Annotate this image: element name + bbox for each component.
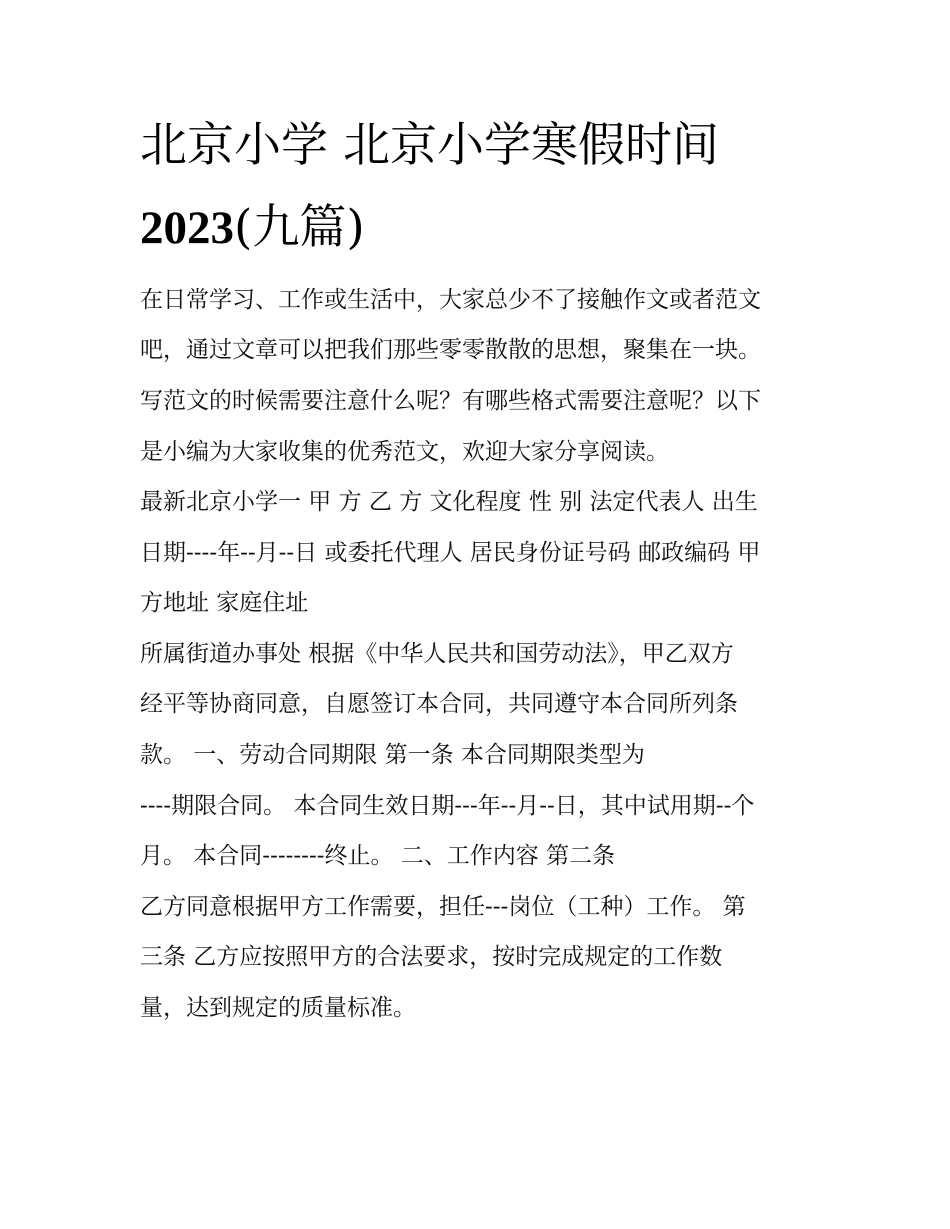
document-title-line-2 bbox=[140, 200, 840, 255]
body-line: 写范文的时候需要注意什么呢？有哪些格式需要注意呢？以下 bbox=[140, 388, 761, 414]
body-line: 方地址 家庭住址 bbox=[140, 590, 309, 616]
body-line: 款。 一、劳动合同期限 第一条 本合同期限类型为 bbox=[140, 742, 645, 768]
body-line: 所属街道办事处 根据《中华人民共和国劳动法》，甲乙双方 bbox=[140, 641, 734, 667]
body-line: 最新北京小学一 甲 方 乙 方 文化程度 性 别 法定代表人 出生 bbox=[140, 489, 758, 515]
body-line: 乙方同意根据甲方工作需要，担任---岗位（工种）工作。 第 bbox=[140, 894, 746, 920]
body-line: 经平等协商同意，自愿签订本合同，共同遵守本合同所列条 bbox=[140, 691, 738, 717]
title-year: 2023 bbox=[140, 202, 234, 254]
body-line: 月。 本合同--------终止。 二、工作内容 第二条 bbox=[140, 843, 616, 869]
body-line: 吧，通过文章可以把我们那些零零散散的思想，聚集在一块。 bbox=[140, 337, 761, 363]
body-line: 日期----年--月--日 或委托代理人 居民身份证号码 邮政编码 甲 bbox=[140, 540, 761, 566]
body-line: ----期限合同。 本合同生效日期---年--月--日，其中试用期--个 bbox=[140, 793, 755, 819]
document-title-line-1: 北京小学 北京小学寒假时间 bbox=[140, 118, 719, 173]
title-suffix: (九篇) bbox=[234, 200, 365, 255]
body-line: 量，达到规定的质量标准。 bbox=[140, 995, 416, 1021]
body-line: 三条 乙方应按照甲方的合法要求，按时完成规定的工作数 bbox=[140, 944, 723, 970]
body-line: 在日常学习、工作或生活中，大家总少不了接触作文或者范文 bbox=[140, 287, 761, 313]
body-line: 是小编为大家收集的优秀范文，欢迎大家分享阅读。 bbox=[140, 439, 669, 465]
